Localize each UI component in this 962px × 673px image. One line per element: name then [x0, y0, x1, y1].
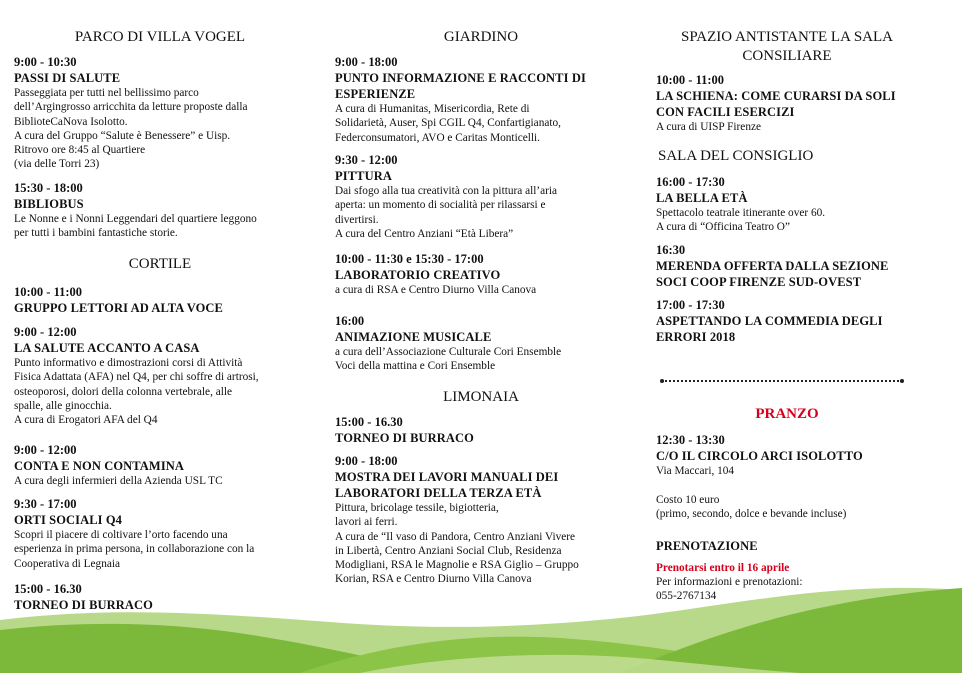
event-desc: A cura di UISP Firenze [656, 121, 761, 133]
event-title: BIBLIOBUS [14, 197, 84, 211]
event-title: TORNEO DI BURRACO [335, 431, 474, 445]
event-time: 10:00 - 11:00 [14, 285, 83, 299]
event-gruppo-lettori [14, 285, 306, 316]
section-title-giardino: GIARDINO [443, 29, 519, 45]
event-time: 16:00 [335, 314, 365, 328]
event-desc: Pittura, bricolage tessile, bigiotteria, lavori ai ferri. A cura de “Il vaso di Pandora, Centro Anziani Vivere in Libertà, Centro Anziani Social Club, Residenza Modigliani, RSA le Magnolie e RSA Giglio – Gruppo Korian, RSA e Centro Diurno Villa Canova [335, 502, 579, 586]
event-bibliobus [14, 181, 306, 241]
event-title: PASSI DI SALUTE [14, 71, 121, 85]
section-title-parco: PARCO DI VILLA VOGEL [74, 29, 246, 45]
event-title: LA SCHIENA: COME CURARSI DA SOLI CON FACILI ESERCIZI [656, 89, 896, 119]
event-title: ORTI SOCIALI Q4 [14, 513, 123, 527]
event-time: 9:30 - 12:00 [335, 153, 398, 167]
event-la-bella-eta [656, 175, 918, 235]
event-desc: Passeggiata per tutti nel bellissimo parco dell’Argingrosso arricchita da letture proposte dalla BiblioteCaNova Isolotto. A cura del Gruppo “Salute è Benessere” e Uisp. Ritrovo ore 8:45 al Quartiere (via delle Torri 23) [14, 87, 248, 171]
event-desc: Le Nonne e i Nonni Leggendari del quartiere leggono per tutti i bambini fantastiche storie. [14, 213, 257, 240]
event-la-schiena [656, 73, 918, 134]
event-punto-informazione [335, 55, 627, 145]
event-desc: A cura di Humanitas, Misericordia, Rete di Solidarietà, Auser, Spi CGIL Q4, Confartigianato, Federconsumatori, AVO e Caritas Monticelli. [335, 103, 561, 144]
section-title-limonaia: LIMONAIA [443, 389, 519, 405]
event-desc: Dai sfogo alla tua creatività con la pittura all’aria aperta: un momento di socialità per rilassarsi e divertirsi. A cura del Centro Anziani “Età Libera” [335, 185, 558, 240]
event-title: ASPETTANDO LA COMMEDIA DEGLI ERRORI 2018 [656, 314, 883, 344]
event-conta-e-non-contamina [14, 443, 306, 488]
event-time: 15:00 - 16.30 [335, 415, 403, 429]
prenotazione-info: Per informazioni e prenotazioni: 055-2767134 [656, 576, 803, 603]
section-title-cortile: CORTILE [128, 256, 192, 272]
event-time: 10:00 - 11:00 [656, 73, 725, 87]
prenotazione-deadline: Prenotarsi entro il 16 aprile [656, 562, 790, 574]
pranzo-place: C/O IL CIRCOLO ARCI ISOLOTTO [656, 449, 863, 463]
event-desc: Scopri il piacere di coltivare l’orto facendo una esperienza in prima persona, in collaborazione con la Cooperativa di Legnaia [14, 529, 255, 570]
event-time: 9:00 - 10:30 [14, 55, 77, 69]
section-title-sala-consiglio: SALA DEL CONSIGLIO [658, 148, 814, 164]
event-time: 9:00 - 18:00 [335, 55, 398, 69]
event-time: 17:00 - 17:30 [656, 298, 725, 312]
event-pittura [335, 153, 627, 241]
green-hills-decoration [0, 560, 962, 673]
event-time: 10:00 - 11:30 e 15:30 - 17:00 [335, 252, 484, 266]
event-title: LA BELLA ETÀ [656, 191, 748, 205]
section-title-spazio-antistante: SPAZIO ANTISTANTE LA SALA CONSILIARE [680, 29, 893, 64]
event-time: 15:30 - 18:00 [14, 181, 83, 195]
event-desc: a cura di RSA e Centro Diurno Villa Canova [335, 284, 537, 296]
event-animazione-musicale [335, 314, 627, 374]
event-title: PUNTO INFORMAZIONE E RACCONTI DI ESPERIENZE [335, 71, 586, 101]
pranzo-title: PRANZO [755, 406, 819, 422]
event-time: 15:00 - 16.30 [14, 582, 82, 596]
pranzo-cost-text: Costo 10 euro (primo, secondo, dolce e bevande incluse) [656, 494, 847, 521]
event-title: LA SALUTE ACCANTO A CASA [14, 341, 200, 355]
event-time: 16:30 [656, 243, 686, 257]
event-desc: a cura dell’Associazione Culturale Cori Ensemble Voci della mattina e Cori Ensemble [335, 346, 562, 373]
event-title: LABORATORIO CREATIVO [335, 268, 501, 282]
event-time: 9:00 - 12:00 [14, 443, 77, 457]
pranzo-cost [656, 493, 918, 522]
event-laboratorio-creativo [335, 252, 627, 297]
event-title: ANIMAZIONE MUSICALE [335, 330, 492, 344]
event-commedia-errori [656, 298, 918, 345]
event-title: PITTURA [335, 169, 392, 183]
event-time: 16:00 - 17:30 [656, 175, 725, 189]
dotted-separator [662, 380, 902, 382]
event-passi-di-salute [14, 55, 306, 172]
event-time: 9:30 - 17:00 [14, 497, 77, 511]
event-title: MOSTRA DEI LAVORI MANUALI DEI LABORATORI DELLA TERZA ETÀ [335, 470, 559, 500]
pranzo-details [656, 433, 918, 478]
event-desc: A cura degli infermieri della Azienda USL TC [14, 475, 223, 487]
event-desc: Spettacolo teatrale itinerante over 60. A cura di “Officina Teatro O” [656, 207, 826, 234]
event-torneo-burraco-limonaia [335, 415, 627, 446]
event-time: 9:00 - 12:00 [14, 325, 77, 339]
event-title: TORNEO DI BURRACO [14, 598, 153, 612]
event-title: MERENDA OFFERTA DALLA SEZIONE SOCI COOP FIRENZE SUD-OVEST [656, 259, 889, 289]
event-desc: Punto informativo e dimostrazioni corsi di Attività Fisica Adattata (AFA) nel Q4, per chi soffre di artrosi, osteoporosi, dolori della colonna vertebrale, alle spalle, alle ginocchia. A cura di Erogatori AFA del Q4 [14, 357, 259, 427]
event-title: CONTA E NON CONTAMINA [14, 459, 185, 473]
pranzo-time: 12:30 - 13:30 [656, 433, 725, 447]
event-title: GRUPPO LETTORI AD ALTA VOCE [14, 301, 223, 315]
event-salute-accanto-casa [14, 325, 306, 427]
prenotazione-title: PRENOTAZIONE [656, 539, 758, 553]
pranzo-address: Via Maccari, 104 [656, 465, 735, 477]
event-time: 9:00 - 18:00 [335, 454, 398, 468]
event-merenda [656, 243, 918, 290]
